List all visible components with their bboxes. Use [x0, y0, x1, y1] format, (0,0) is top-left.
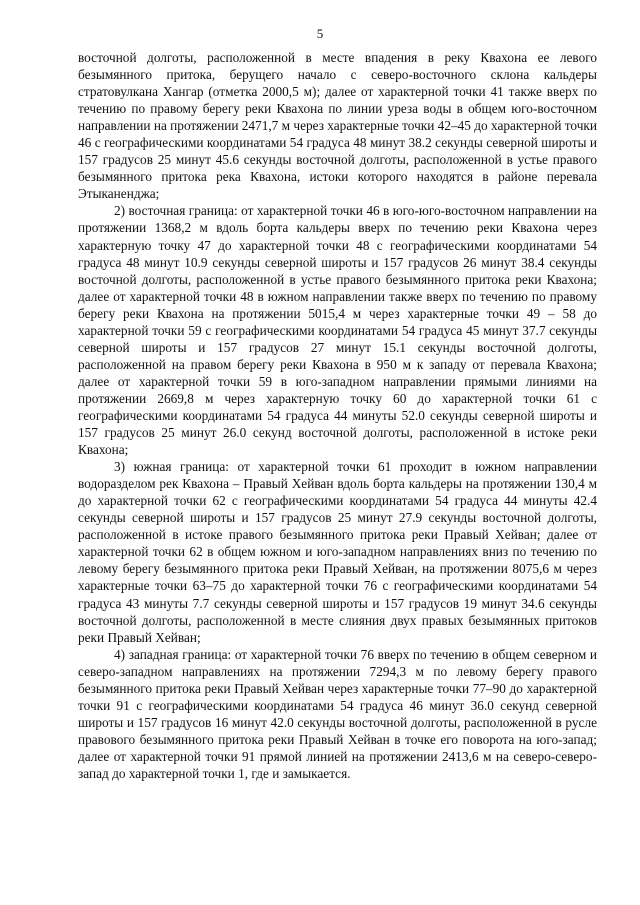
paragraph-southern-boundary: 3) южная граница: от характерной точки 61 проходит в южном направлении водоразделом рек Квахона – Правый Хейван вдоль борта кальдеры на протяжении 130,4 м до характерной точки 62 с географическими координатами 54 градуса 44 минуты 42.4 секунды северной широты и 157 градусов 25 минут 27.9 секунды восточной долготы, расположенной в истоке правого безымянного притока реки Правый Хейван; далее от характерной точки 62 в общем южном и юго-западном направлениях вниз по течению по левому берегу безымянного притока реки Правый Хейван, на протяжении 8075,6 м через характерные точки 63–75 до характерной точки 76 с географическими координатами 54 градуса 43 минуты 7.7 секунды северной широты и 157 градусов 19 минут 34.6 секунды восточной долготы, расположенной в месте слияния двух правых безымянных притоков реки Правый Хейван; [78, 459, 597, 645]
paragraph-continuation: восточной долготы, расположенной в месте впадения в реку Квахона ее левого безымянного притока, берущего начало с северо-восточного склона кальдеры стратовулкана Хангар (отметка 2000,5 м); далее от характерной точки 41 также вверх по течению по правому берегу реки Квахона по линии уреза воды в общем юго-восточном направлении на протяжении 2471,7 м через характерные точки 42–45 до характерной точки 46 с географическими координатами 54 градуса 48 минут 38.2 секунды северной широты и 157 градусов 25 минут 45.6 секунды восточной долготы, расположенной в устье правого безымянного притока река Квахона, истоки которого находятся в районе перевала Этыканенджа; [78, 50, 597, 202]
paragraph-eastern-boundary: 2) восточная граница: от характерной точки 46 в юго-юго-восточном направлении на протяжении 1368,2 м вдоль борта кальдеры вверх по течению реки Квахона через характерную точку 47 до характерной точки 48 с географическими координатами 54 градуса 48 минут 10.9 секунды северной широты и 157 градусов 26 минут 38.4 секунды восточной долготы, расположенной в устье правого безымянного притока реки Квахона; далее от характерной точки 48 в южном направлении также вверх по течению по правому берегу реки Квахона на протяжении 5015,4 м через характерные точки 49 – 58 до характерной точки 59 с географическими координатами 54 градуса 45 минут 37.7 секунды северной широты и 157 градусов 27 минут 15.1 секунды восточной долготы, расположенной на правом берегу реки Квахона в 950 м к западу от перевала Квахона; далее от характерной точки 59 в юго-западном направлении прямыми линиями на протяжении 2669,8 м через характерную точку 60 до характерной точки 61 с географическими координатами 54 градуса 44 минуты 52.0 секунды северной широты и 157 градусов 25 минут 26.0 секунд восточной долготы, расположенной в истоке реки Квахона; [78, 203, 597, 458]
document-body [78, 49, 597, 782]
page-number: 5 [316, 26, 324, 41]
paragraph-western-boundary: 4) западная граница: от характерной точки 76 вверх по течению в общем северном и северо-западном направлениях на протяжении 7294,3 м по левому берегу правого безымянного притока реки Правый Хейван через характерные точки 77–90 до характерной точки 91 с географическими координатами 54 градуса 46 минут 36.0 секунд северной широты и 157 градусов 16 минут 42.0 секунды восточной долготы, расположенной в русле правового безымянного притока реки Правый Хейван в точке его поворота на юго-запад; далее от характерной точки 91 прямой линией на протяжении 2413,6 м на северо-северо-запад до характерной точки 1, где и замыкается. [78, 646, 597, 781]
